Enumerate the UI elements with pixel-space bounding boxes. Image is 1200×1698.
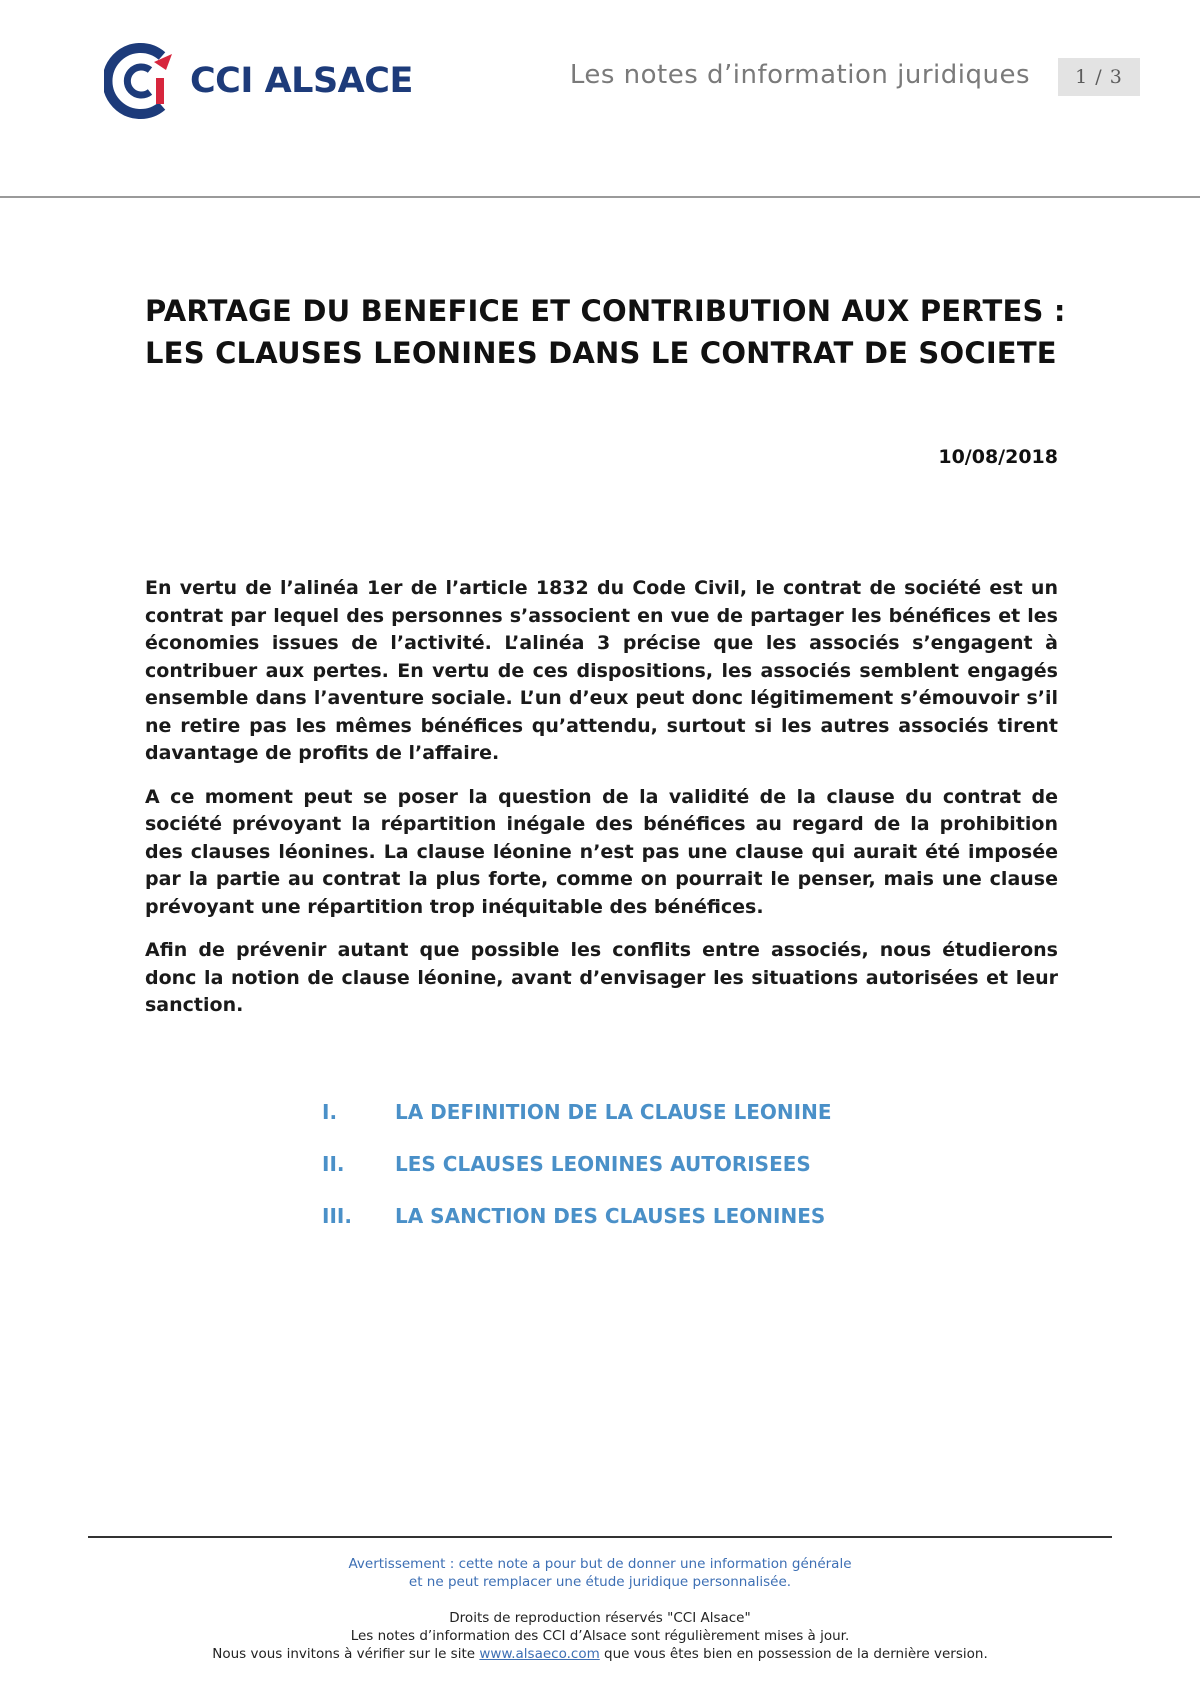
- disclaimer-line: et ne peut remplacer une étude juridique personnalisée.: [408, 1574, 792, 1590]
- site-link[interactable]: www.alsaeco.com: [479, 1646, 600, 1662]
- verify-prefix: Nous vous invitons à vérifier sur le site: [212, 1646, 480, 1662]
- copyright-notice: Droits de reproduction réservés "CCI Alsace": [449, 1610, 751, 1626]
- toc-label: LES CLAUSES LEONINES AUTORISEES: [395, 1152, 811, 1176]
- paragraph: A ce moment peut se poser la question de la validité de la clause du contrat de société prévoyant la répartition inégale des bénéfices au regard de la prohibition des clauses léonines. La clause léonine n’est pas une clause qui aurait été imposée par la partie au contrat la plus forte, comme on pourrait le penser, mais une clause prévoyant une répartition trop inéquitable des bénéfices.: [145, 785, 1058, 918]
- page-indicator: 1 / 3: [1058, 58, 1140, 96]
- introduction: [145, 575, 1058, 1036]
- verify-suffix: que vous êtes bien en possession de la dernière version.: [599, 1646, 988, 1662]
- toc-item-sanction[interactable]: [322, 1204, 1022, 1256]
- title-line: LES CLAUSES LEONINES DANS LE CONTRAT DE SOCIETE: [145, 336, 1057, 370]
- table-of-contents: [322, 1100, 1022, 1256]
- footer-divider: [88, 1536, 1112, 1538]
- toc-label: LA DEFINITION DE LA CLAUSE LEONINE: [395, 1100, 832, 1124]
- logo-wordmark: CCI ALSACE: [190, 61, 413, 101]
- disclaimer-line: Avertissement : cette note a pour but de donner une information générale: [348, 1556, 852, 1572]
- cci-logo-icon: [104, 40, 178, 122]
- toc-item-authorized-clauses[interactable]: [322, 1152, 1022, 1204]
- toc-number: III.: [322, 1204, 352, 1228]
- toc-label: LA SANCTION DES CLAUSES LEONINES: [395, 1204, 826, 1228]
- cci-alsace-logo: [104, 40, 413, 122]
- toc-number: I.: [322, 1100, 338, 1124]
- paragraph: En vertu de l’alinéa 1er de l’article 1832 du Code Civil, le contrat de société est un contrat par lequel des personnes s’associent en vue de partager les bénéfices et les économies issues de l’activité. L’alinéa 3 précise que les associés s’engagent à contribuer aux pertes. En vertu de ces dispositions, les associés semblent engagés ensemble dans l’aventure sociale. L’un d’eux peut donc légitimement s’émouvoir s’il ne retire pas les mêmes bénéfices qu’attendu, surtout si les autres associés tirent davantage de profits de l’affaire.: [145, 577, 1058, 764]
- toc-item-definition[interactable]: [322, 1100, 1022, 1152]
- footer: [88, 1555, 1112, 1663]
- footer-spacer: [88, 1591, 1112, 1609]
- verify-notice: [88, 1645, 1112, 1663]
- document-title: [145, 290, 1095, 374]
- series-title: Les notes d’information juridiques: [569, 60, 1030, 90]
- update-notice: Les notes d’information des CCI d’Alsace sont régulièrement mises à jour.: [350, 1628, 850, 1644]
- title-line: PARTAGE DU BENEFICE ET CONTRIBUTION AUX PERTES :: [145, 294, 1066, 328]
- toc-number: II.: [322, 1152, 345, 1176]
- document-date: 10/08/2018: [938, 446, 1058, 468]
- header-divider: [0, 196, 1200, 198]
- paragraph: Afin de prévenir autant que possible les conflits entre associés, nous étudierons donc la notion de clause léonine, avant d’envisager les situations autorisées et leur sanction.: [145, 939, 1058, 1016]
